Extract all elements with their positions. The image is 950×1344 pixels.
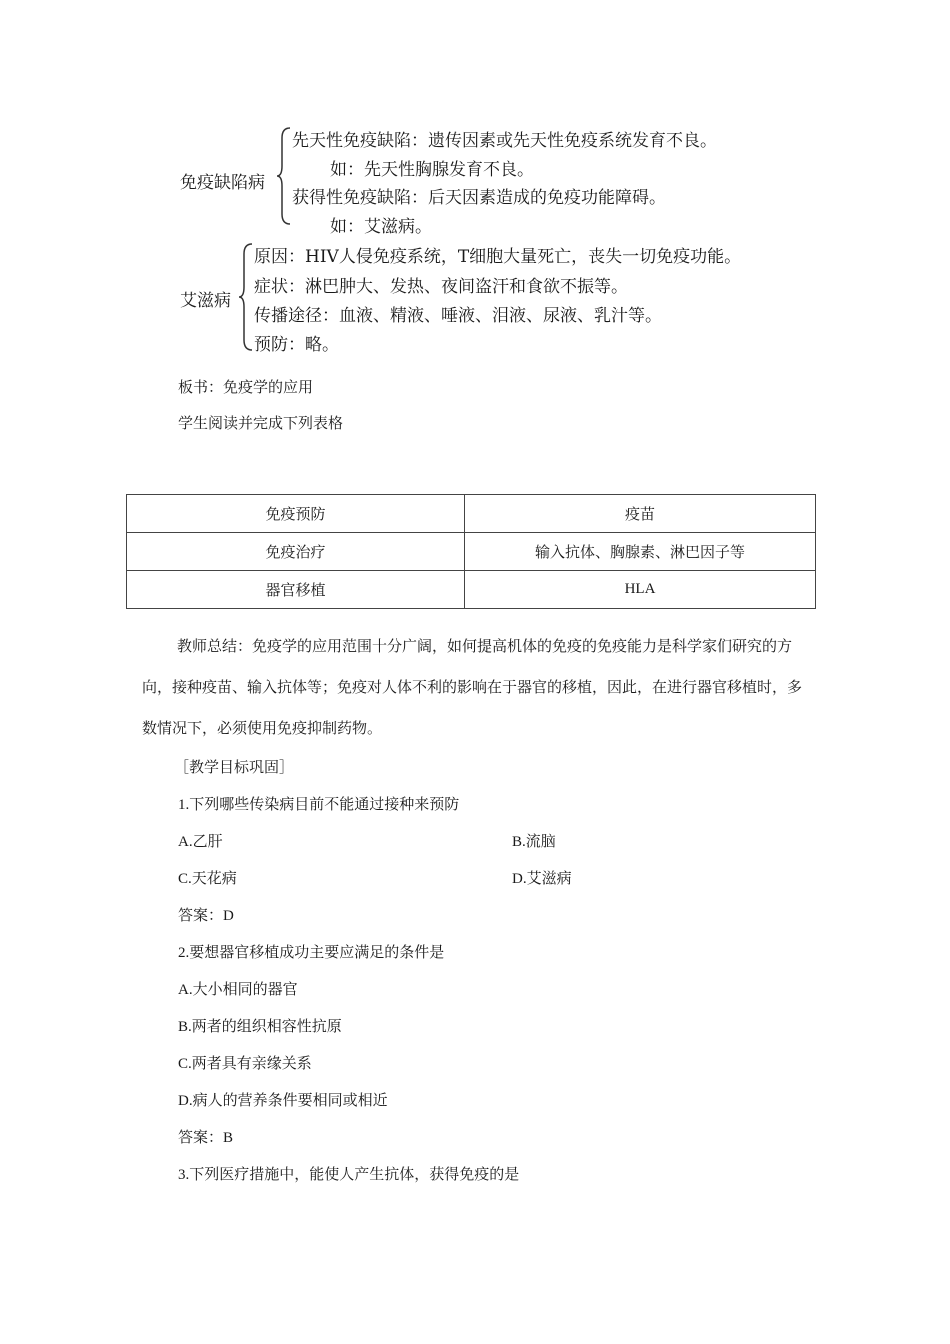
- diagram-line: 症状：淋巴肿大、发热、夜间盗汗和食欲不振等。: [254, 277, 628, 297]
- aids-root: 艾滋病: [180, 291, 231, 311]
- table-cell: 器官移植: [127, 571, 465, 609]
- question-option: D.病人的营养条件要相同或相近: [178, 1093, 388, 1109]
- question-stem: 2.要想器官移植成功主要应满足的条件是: [178, 945, 445, 961]
- question-option: B.两者的组织相容性抗原: [178, 1019, 342, 1035]
- table-cell: HLA: [465, 571, 816, 609]
- question-option: D.艾滋病: [512, 871, 572, 887]
- table-row: [127, 495, 816, 533]
- question-option: B.流脑: [512, 834, 556, 850]
- diagram-line: 预防：略。: [254, 335, 339, 355]
- diagram-line: 如：先天性胸腺发育不良。: [330, 160, 534, 180]
- immunology-table: [126, 494, 816, 609]
- diagram-line: 获得性免疫缺陷：后天因素造成的免疫功能障碍。: [292, 188, 666, 208]
- table-cell: 输入抗体、胸腺素、淋巴因子等: [465, 533, 816, 571]
- question-option: A.大小相同的器官: [178, 982, 298, 998]
- question-answer: 答案：B: [178, 1130, 234, 1146]
- question-answer: 答案：D: [178, 908, 234, 924]
- table-cell: 免疫预防: [127, 495, 465, 533]
- table-row: [127, 571, 816, 609]
- question-option: C.两者具有亲缘关系: [178, 1056, 312, 1072]
- section-title: ［教学目标巩固］: [174, 760, 295, 776]
- question-option: C.天花病: [178, 871, 237, 887]
- question-stem: 1.下列哪些传染病目前不能通过接种来预防: [178, 797, 460, 813]
- teacher-summary: 教师总结：免疫学的应用范围十分广阔，如何提高机体的免疫的免疫能力是科学家们研究的方向，接种疫苗、输入抗体等；免疫对人体不利的影响在于器官的移植，因此，在进行器官移植时，多数情况下，必须使用免疫抑制药物。: [142, 639, 803, 737]
- instruction: 学生阅读并完成下列表格: [178, 416, 344, 432]
- table-cell: 免疫治疗: [127, 533, 465, 571]
- table-cell: 疫苗: [465, 495, 816, 533]
- question-stem: 3.下列医疗措施中，能使人产生抗体，获得免疫的是: [178, 1167, 520, 1183]
- brace-icon: [276, 126, 292, 226]
- diagram-line: 如：艾滋病。: [330, 217, 432, 237]
- question-option: A.乙肝: [178, 834, 223, 850]
- diagram-line: 原因：HIV人侵免疫系统，T细胞大量死亡，丧失一切免疫功能。: [254, 247, 742, 267]
- immunodeficiency-root: 免疫缺陷病: [180, 173, 265, 193]
- diagram-line: 先天性免疫缺陷：遗传因素或先天性免疫系统发育不良。: [292, 131, 717, 151]
- board-note: 板书：免疫学的应用: [178, 380, 314, 396]
- brace-icon: [238, 242, 254, 352]
- diagram-line: 传播途径：血液、精液、唾液、泪液、尿液、乳汁等。: [254, 306, 662, 326]
- table-row: [127, 533, 816, 571]
